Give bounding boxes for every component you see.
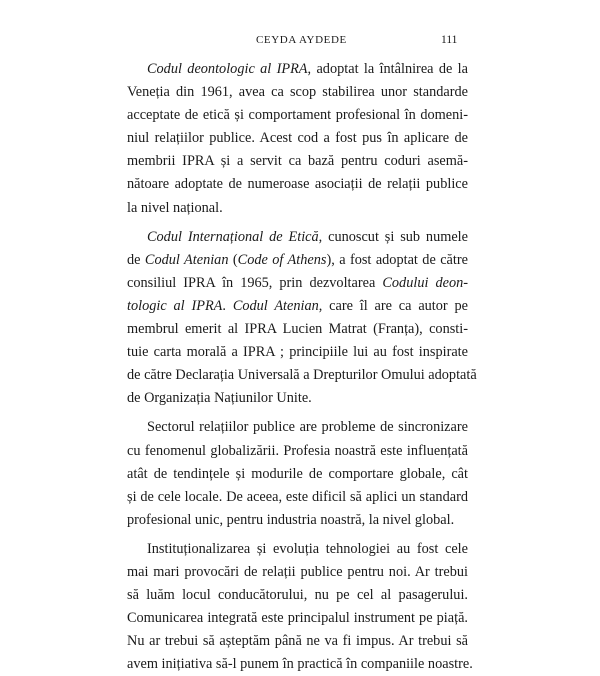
text-line [127,486,468,509]
text-segment: de către Declarația Universală a Drepturilor Omului adoptată [127,367,477,384]
text-segment: profesional unic, pentru industria noastră, la nivel global. [127,511,455,528]
text-line [127,509,468,532]
text-line [127,127,468,150]
text-segment: membrii IPRA și a servit ca bază pentru coduri asemă- [127,153,468,170]
text-segment: , care îl are ca autor pe [318,297,468,314]
text-segment: acceptate de etică și comportament profesional în domeni- [127,107,468,124]
text-line [127,584,468,607]
page-number: 111 [441,34,458,46]
text-segment: mai mari provocări de relații publice pentru noi. Ar trebui [127,563,468,580]
text-line [127,318,468,341]
text-segment: niul relațiilor publice. Acest cod a fost pus în aplicare de [127,130,468,147]
text-segment: consiliul IPRA în 1965, prin dezvoltarea [127,274,383,291]
text-segment: de [127,251,145,268]
text-segment: atât de tendințele și modurile de comportare globale, cât [127,465,468,482]
text-segment: Nu ar trebui să așteptăm până ne va fi impus. Ar trebui să [127,633,468,650]
italic-text-segment: Code of Athens [237,251,327,268]
text-segment: Sectorul relațiilor publice are probleme de sincronizare [147,419,468,436]
text-line [127,150,468,173]
italic-text-segment: Codul Atenian [144,251,229,268]
text-line [127,538,468,561]
text-line [127,58,468,81]
text-segment: la nivel național. [127,199,223,216]
text-line [127,173,468,196]
text-line [127,226,468,249]
running-head [0,34,600,50]
italic-text-segment: Codul Internațional de Etică [147,228,319,245]
text-segment: , cunoscut și sub numele [318,228,469,245]
text-segment: cu fenomenul globalizării. Profesia noastră este influențată [127,442,468,459]
text-line [127,463,468,486]
paragraph-ipra-deontological-code [127,58,468,220]
text-line [127,81,468,104]
paragraph-international-code-of-ethics [127,226,477,411]
text-segment: , adoptat la întâlnirea de la [307,61,468,77]
text-segment: și de cele locale. De aceea, este dificil să aplici un standard [127,488,468,505]
text-line [127,364,477,387]
italic-text-segment: Codului deon- [382,274,469,291]
paragraph-institutionalization [127,538,473,676]
running-head-author: CEYDA AYDEDE [256,34,347,46]
text-segment: . [222,297,233,314]
text-line [127,295,468,318]
text-line [127,653,473,676]
text-line [127,416,468,439]
text-line [127,440,468,463]
text-line [127,272,468,295]
text-segment: Veneția din 1961, avea ca scop stabilirea unor standarde [127,84,468,101]
text-segment: tuie carta morală a IPRA ; principiile lui au fost inspirate [127,344,468,361]
text-line [127,249,468,272]
text-line [127,197,468,220]
body-text [127,58,477,676]
italic-text-segment: Codul deontologic al IPRA [147,61,308,77]
text-segment: ( [228,251,238,268]
text-line [127,561,468,584]
text-segment: ), a fost adoptat de către [326,251,468,268]
text-segment: nătoare adoptate de numeroase asociații de relații publice [127,176,468,193]
text-line [127,607,468,630]
text-line [127,104,468,127]
text-segment: avem inițiativa să-l punem în practică în companiile noastre. [127,656,473,673]
text-segment: membrul emerit al IPRA Lucien Matrat (Franța), consti- [127,321,468,338]
text-line [127,387,468,410]
text-segment: să luăm locul conducătorului, nu pe cel al pasagerului. [127,587,468,604]
text-segment: Comunicarea integrată este principalul instrument pe piață. [127,610,468,627]
italic-text-segment: Codul Atenian [232,297,319,314]
italic-text-segment: tologic al IPRA [127,297,223,314]
text-segment: de Organizația Națiunilor Unite. [127,390,312,407]
text-segment: Instituționalizarea și evoluția tehnologiei au fost cele [147,540,468,557]
text-line [127,630,468,653]
text-line [127,341,468,364]
paragraph-globalization [127,416,468,531]
